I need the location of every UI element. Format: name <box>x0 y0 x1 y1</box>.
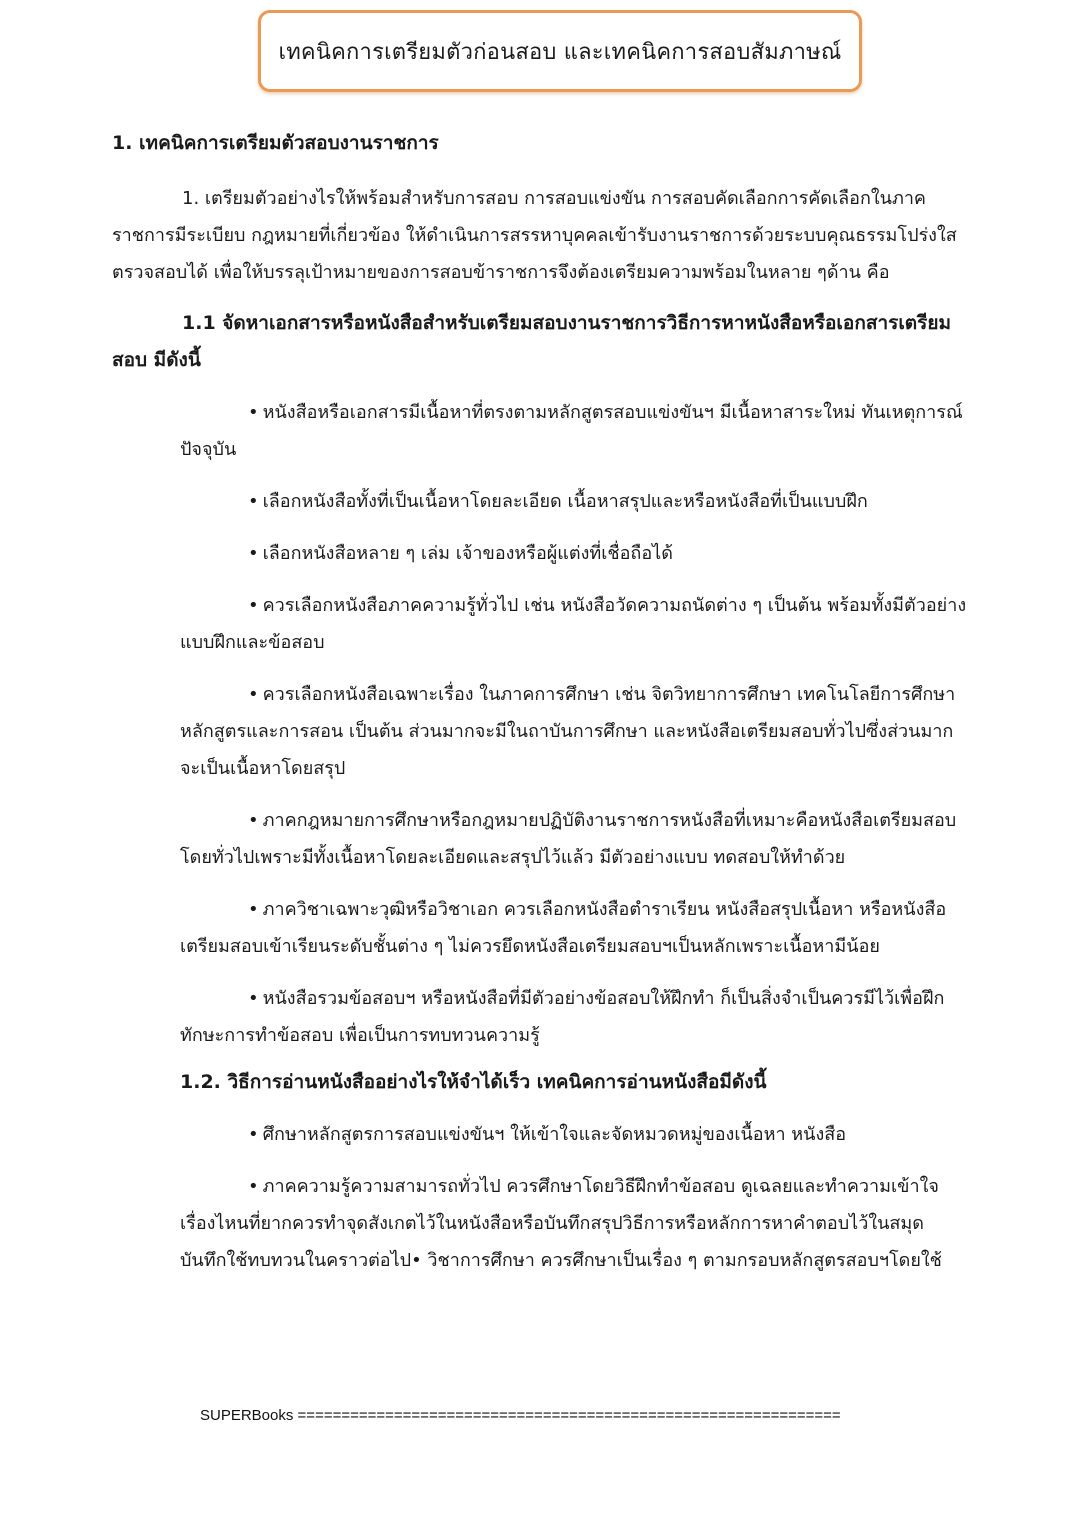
list-item-text: ภาควิชาเฉพาะวุฒิหรือวิชาเอก ควรเลือกหนังสือตำราเรียน หนังสือสรุปเนื้อหา หรือหนังสือเตรียมสอบเข้าเรียนระดับชั้นต่าง ๆ ไม่ควรยึดหนังสือเตรียมสอบฯเป็นหลักเพราะเนื้อหามีน้อย <box>180 899 947 957</box>
subsection-1-2-heading: 1.2. วิธีการอ่านหนังสืออย่างไรให้จำได้เร็ว เทคนิคการอ่านหนังสือมีดังนี้ <box>180 1071 767 1093</box>
bullet-icon: • <box>248 543 259 564</box>
subsection-1-1-heading: 1.1 จัดหาเอกสารหรือหนังสือสำหรับเตรียมสอบงานราชการวิธีการหาหนังสือหรือเอกสารเตรียมสอบ มีดังนี้ <box>112 312 952 371</box>
list-item <box>180 1116 970 1153</box>
bullet-icon: • <box>248 1124 259 1145</box>
list-item <box>180 483 970 520</box>
list-item <box>180 980 970 1054</box>
list-item <box>180 535 970 572</box>
section-1-intro-paragraph: 1. เตรียมตัวอย่างไรให้พร้อมสำหรับการสอบ การสอบแข่งขัน การสอบคัดเลือกการคัดเลือกในภาคราชการมีระเบียบ กฎหมายที่เกี่ยวข้อง ให้ดำเนินการสรรหาบุคคลเข้ารับงานราชการด้วยระบบคุณธรรมโปร่งใส ตรวจสอบได้ เพื่อให้บรรลุเป้าหมายของการสอบข้าราชการจึงต้องเตรียมความพร้อมในหลาย ๆด้าน คือ <box>112 188 957 283</box>
bullet-icon: • <box>248 491 259 512</box>
bullet-icon: • <box>248 1176 259 1197</box>
list-item <box>180 394 970 468</box>
list-item-text: ภาคกฎหมายการศึกษาหรือกฎหมายปฏิบัติงานราชการหนังสือที่เหมาะคือหนังสือเตรียมสอบโดยทั่วไปเพราะมีทั้งเนื้อหาโดยละเอียดและสรุปไว้แล้ว มีตัวอย่างแบบ ทดสอบให้ทำด้วย <box>180 810 957 868</box>
list-item-text: หนังสือหรือเอกสารมีเนื้อหาที่ตรงตามหลักสูตรสอบแข่งขันฯ มีเนื้อหาสาระใหม่ ทันเหตุการณ์ปัจจุบัน <box>180 402 963 460</box>
document-body <box>112 126 967 1279</box>
list-item <box>180 802 970 876</box>
subsection-1-1-bullet-list <box>180 394 970 1054</box>
list-item-text: ภาคความรู้ความสามารถทั่วไป ควรศึกษาโดยวิธีฝึกทำข้อสอบ ดูเฉลยและทำความเข้าใจเรื่องไหนที่ยากควรทำจุดสังเกตไว้ในหนังสือหรือบันทึกสรุปวิธีการหรือหลักการหาคำตอบไว้ในสมุดบันทึกใช้ทบทวนในคราวต่อไป• วิชาการศึกษา ควรศึกษาเป็นเรื่อง ๆ ตามกรอบหลักสูตรสอบฯโดยใช้ <box>180 1176 942 1271</box>
bullet-icon: • <box>248 402 259 423</box>
list-item <box>180 676 970 787</box>
footer-rule: ============================================================== <box>297 1407 841 1424</box>
page-footer <box>200 1407 841 1424</box>
list-item-text: ควรเลือกหนังสือเฉพาะเรื่อง ในภาคการศึกษา เช่น จิตวิทยาการศึกษา เทคโนโลยีการศึกษาหลักสูตรและการสอน เป็นต้น ส่วนมากจะมีในถาบันการศึกษา และหนังสือเตรียมสอบทั่วไปซึ่งส่วนมากจะเป็นเนื้อหาโดยสรุป <box>180 684 956 779</box>
list-item-text: ศึกษาหลักสูตรการสอบแข่งขันฯ ให้เข้าใจและจัดหมวดหมู่ของเนื้อหา หนังสือ <box>262 1124 847 1145</box>
section-1-heading: 1. เทคนิคการเตรียมตัวสอบงานราชการ <box>112 132 439 154</box>
bullet-icon: • <box>248 899 259 920</box>
list-item-text: เลือกหนังสือหลาย ๆ เล่ม เจ้าของหรือผู้แต่งที่เชื่อถือได้ <box>262 543 673 564</box>
footer-brand: SUPERBooks <box>200 1407 294 1424</box>
list-item-text: ควรเลือกหนังสือภาคความรู้ทั่วไป เช่น หนังสือวัดความถนัดต่าง ๆ เป็นต้น พร้อมทั้งมีตัวอย่างแบบฝึกและข้อสอบ <box>180 595 967 653</box>
document-title: เทคนิคการเตรียมตัวก่อนสอบ และเทคนิคการสอบสัมภาษณ์ <box>278 39 842 65</box>
list-item <box>180 587 970 661</box>
list-item <box>180 1168 970 1279</box>
bullet-icon: • <box>248 810 259 831</box>
bullet-icon: • <box>248 988 259 1009</box>
subsection-1-2-bullet-list <box>180 1116 970 1279</box>
list-item-text: เลือกหนังสือทั้งที่เป็นเนื้อหาโดยละเอียด เนื้อหาสรุปและหรือหนังสือที่เป็นแบบฝึก <box>262 491 868 512</box>
list-item <box>180 891 970 965</box>
bullet-icon: • <box>248 684 259 705</box>
list-item-text: หนังสือรวมข้อสอบฯ หรือหนังสือที่มีตัวอย่างข้อสอบให้ฝึกทำ ก็เป็นสิ่งจำเป็นควรมีไว้เพื่อฝึกทักษะการทำข้อสอบ เพื่อเป็นการทบทวนความรู้ <box>180 988 945 1046</box>
bullet-icon: • <box>248 595 259 616</box>
document-title-box <box>258 10 862 92</box>
